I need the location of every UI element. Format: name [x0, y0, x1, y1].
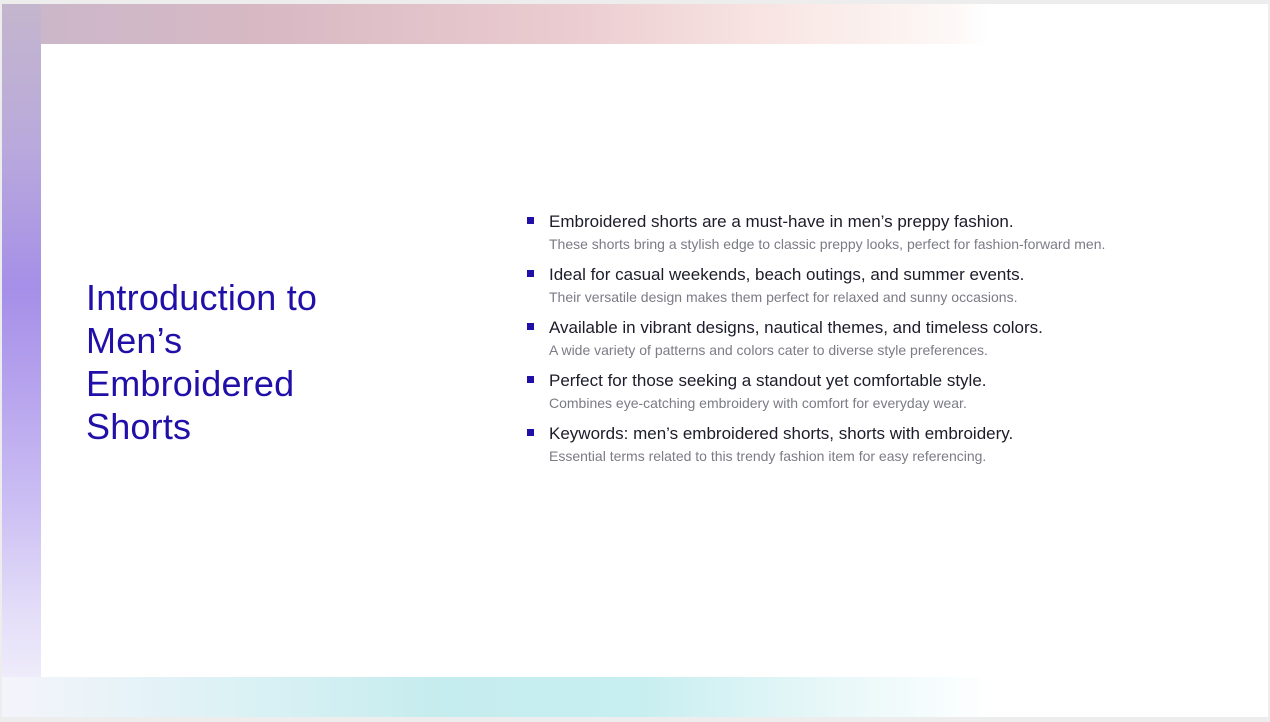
- bullet-description: These shorts bring a stylish edge to classic preppy looks, perfect for fashion-forward men.: [549, 236, 1106, 252]
- square-bullet-icon: [527, 323, 534, 330]
- bullet-heading: Embroidered shorts are a must-have in men’s preppy fashion.: [549, 212, 1014, 231]
- top-gradient-band: [2, 4, 1268, 44]
- square-bullet-icon: [527, 270, 534, 277]
- bullet-heading: Perfect for those seeking a standout yet comfortable style.: [549, 371, 987, 390]
- square-bullet-icon: [527, 376, 534, 383]
- square-bullet-icon: [527, 217, 534, 224]
- content-area: [41, 44, 1268, 677]
- slide: [2, 4, 1268, 717]
- left-gradient-band: [2, 4, 41, 717]
- bullet-item: [527, 422, 1167, 466]
- bullet-heading: Available in vibrant designs, nautical themes, and timeless colors.: [549, 318, 1043, 337]
- bullet-item: [527, 369, 1167, 413]
- bullet-item: [527, 316, 1167, 360]
- bottom-gradient-band: [2, 677, 1268, 717]
- square-bullet-icon: [527, 429, 534, 436]
- bullet-heading: Ideal for casual weekends, beach outings, and summer events.: [549, 265, 1025, 284]
- bullet-list: [527, 210, 1167, 475]
- bullet-item: [527, 263, 1167, 307]
- bullet-heading: Keywords: men’s embroidered shorts, shorts with embroidery.: [549, 424, 1014, 443]
- bullet-item: [527, 210, 1167, 254]
- bullet-description: Essential terms related to this trendy fashion item for easy referencing.: [549, 448, 987, 464]
- bullet-description: A wide variety of patterns and colors cater to diverse style preferences.: [549, 342, 988, 358]
- bullet-description: Their versatile design makes them perfect for relaxed and sunny occasions.: [549, 289, 1018, 305]
- slide-title: Introduction to Men’s Embroidered Shorts: [86, 277, 318, 447]
- bullet-description: Combines eye-catching embroidery with comfort for everyday wear.: [549, 395, 967, 411]
